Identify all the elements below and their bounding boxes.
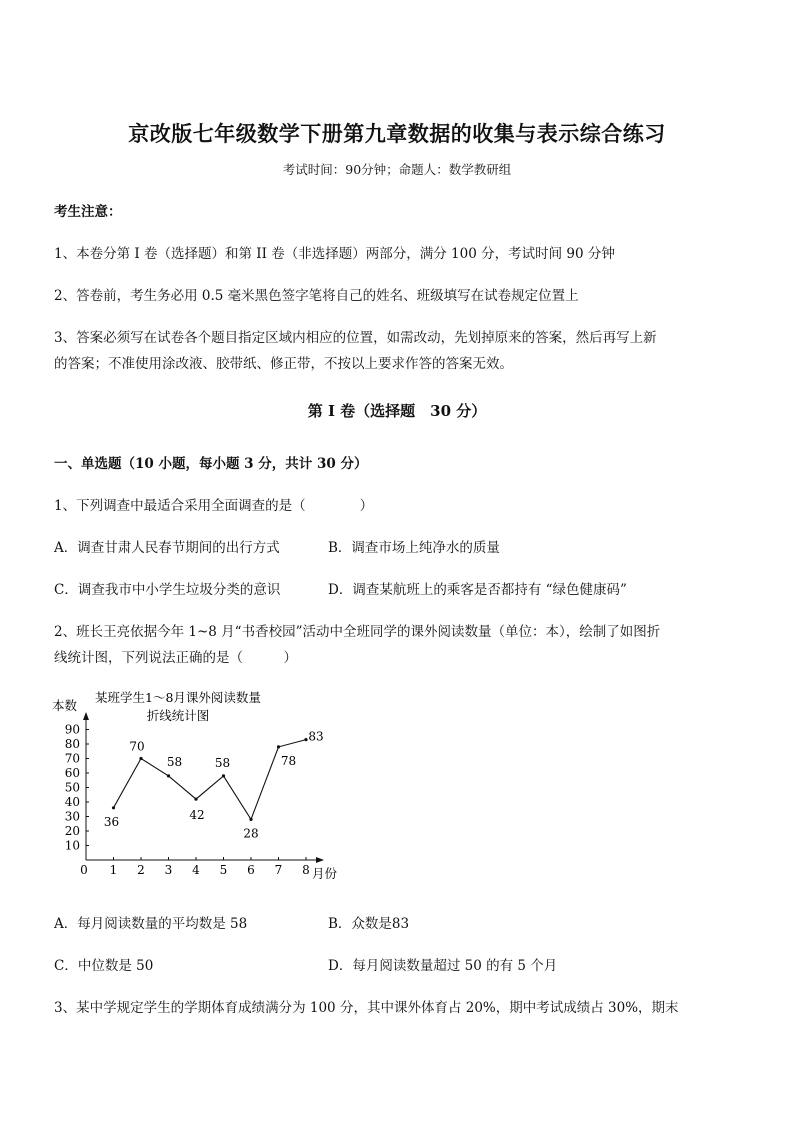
part-heading: 一、单选题（10 小题，每小题 3 分，共计 30 分） bbox=[54, 456, 368, 472]
x-tick-label: 0 bbox=[80, 863, 88, 877]
x-tick-label: 2 bbox=[137, 863, 145, 877]
data-label: 58 bbox=[166, 754, 183, 769]
y-tick-label: 60 bbox=[64, 766, 80, 780]
data-label: 42 bbox=[189, 808, 205, 823]
data-point bbox=[277, 745, 280, 748]
data-point bbox=[139, 757, 142, 760]
data-point bbox=[112, 806, 115, 809]
data-point bbox=[167, 774, 170, 777]
data-point bbox=[304, 738, 307, 741]
data-point bbox=[249, 818, 252, 821]
exam-info: 考试时间：90分钟；命题人：数学教研组 bbox=[282, 162, 512, 177]
x-tick-label: 5 bbox=[219, 863, 228, 877]
q1-option-c: C．调查我市中小学生垃圾分类的意识 bbox=[54, 582, 281, 598]
y-tick-label: 90 bbox=[64, 722, 80, 737]
notice-item-3-cont: 的答案；不准使用涂改液、胶带纸、修正带，不按以上要求作答的答案无效。 bbox=[54, 356, 513, 372]
x-tick-label: 6 bbox=[247, 863, 255, 877]
section-title: 第 I 卷（选择题 30 分） bbox=[307, 402, 487, 420]
x-tick-label: 7 bbox=[274, 863, 283, 877]
x-tick-label: 1 bbox=[109, 863, 118, 877]
q2-option-b: B．众数是83 bbox=[328, 916, 410, 932]
q3-stem-line1: 3、某中学规定学生的学期体育成绩满分为 100 分，其中课外体育占 20%，期中考试成绩占 30%，期末 bbox=[54, 1000, 679, 1016]
q2-option-a: A．每月阅读数量的平均数是 58 bbox=[54, 916, 248, 932]
x-tick-label: 3 bbox=[164, 863, 173, 877]
data-point bbox=[222, 774, 225, 777]
q1-stem: 1、下列调查中最适合采用全面调查的是（ ） bbox=[54, 498, 374, 514]
y-tick-label: 30 bbox=[64, 809, 80, 824]
q1-option-d: D．调查某航班上的乘客是否都持有 “绿色健康码” bbox=[328, 582, 627, 598]
notice-heading: 考生注意： bbox=[54, 204, 122, 220]
data-label: 58 bbox=[214, 755, 231, 770]
data-label: 36 bbox=[103, 814, 120, 829]
y-tick-label: 10 bbox=[64, 838, 80, 853]
page-title: 京改版七年级数学下册第九章数据的收集与表示综合练习 bbox=[128, 121, 666, 146]
chart-title-line2: 折线统计图 bbox=[146, 708, 210, 723]
q1-option-b: B．调查市场上纯净水的质量 bbox=[328, 540, 500, 556]
x-axis-label: 月份 bbox=[312, 866, 338, 881]
notice-item-2: 2、答卷前，考生务必用 0.5 毫米黑色签字笔将自己的姓名、班级填写在试卷规定位置上 bbox=[54, 288, 579, 304]
x-axis-arrow bbox=[316, 857, 324, 863]
y-tick-label: 20 bbox=[64, 824, 80, 838]
y-axis-arrow bbox=[83, 712, 89, 720]
data-label: 28 bbox=[243, 826, 259, 841]
data-label: 78 bbox=[280, 753, 297, 768]
data-point bbox=[194, 798, 197, 801]
notice-item-1: 1、本卷分第 I 卷（选择题）和第 II 卷（非选择题）两部分，满分 100 分，考试时间 90 分钟 bbox=[54, 246, 615, 262]
q1-option-a: A．调查甘肃人民春节期间的出行方式 bbox=[54, 540, 280, 556]
data-label: 70 bbox=[129, 739, 145, 754]
notice-item-3: 3、答案必须写在试卷各个题目指定区域内相应的位置，如需改动，先划掉原来的答案，然后再写上新 bbox=[54, 330, 657, 346]
chart-title-line1: 某班学生1～8月课外阅读数量 bbox=[95, 690, 261, 705]
q2-option-d: D．每月阅读数量超过 50 的有 5 个月 bbox=[328, 958, 558, 974]
x-tick-label: 4 bbox=[192, 863, 200, 877]
y-tick-label: 40 bbox=[64, 795, 80, 809]
y-tick-label: 70 bbox=[64, 751, 80, 766]
reading-line-chart bbox=[40, 680, 370, 890]
q2-option-c: C．中位数是 50 bbox=[54, 958, 154, 974]
y-tick-label: 50 bbox=[64, 780, 80, 795]
q2-stem-line1: 2、班长王亮依据今年 1~8 月“书香校园”活动中全班同学的课外阅读数量（单位：本），绘制了如图折 bbox=[54, 624, 661, 640]
x-tick-label: 8 bbox=[302, 863, 310, 877]
data-label: 83 bbox=[308, 729, 324, 744]
y-tick-label: 80 bbox=[64, 737, 80, 751]
y-axis-label: 本数 bbox=[52, 698, 78, 713]
q2-stem-line2: 线统计图，下列说法正确的是（ ） bbox=[54, 650, 297, 666]
